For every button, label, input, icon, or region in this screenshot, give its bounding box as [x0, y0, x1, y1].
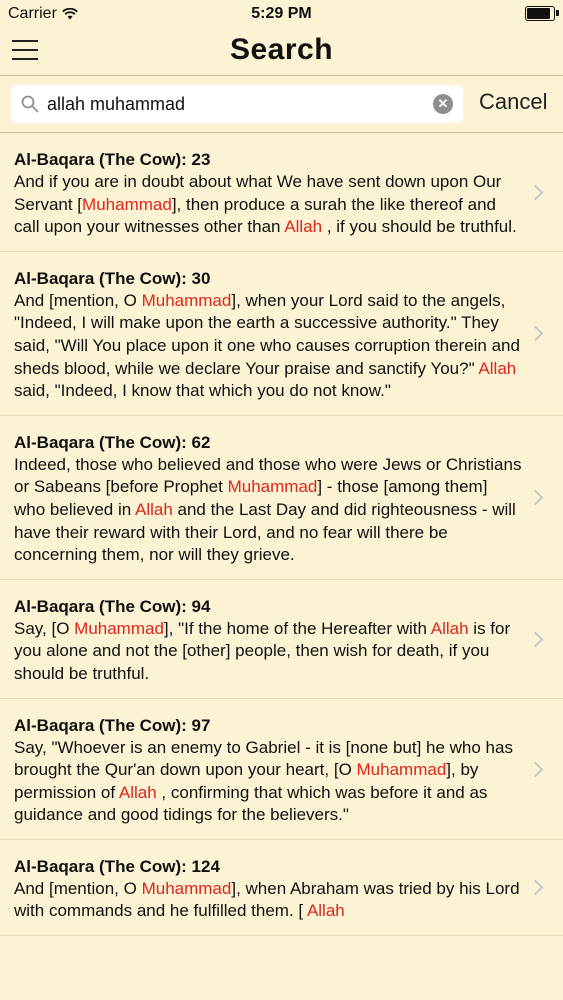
results-list: [0, 133, 563, 936]
result-title: Al-Baqara (The Cow): 30: [14, 268, 211, 288]
result-title: Al-Baqara (The Cow): 97: [14, 715, 211, 735]
result-text-segment: ] - those [among them] who believed in: [14, 477, 488, 519]
highlighted-term: Allah: [478, 358, 517, 378]
result-text-segment: is for you alone and not the [other] people, then wish for death, if you should be truthful.: [14, 618, 511, 683]
result-row[interactable]: [0, 133, 563, 252]
result-row[interactable]: [0, 416, 563, 580]
result-text-segment: ], when Abraham was tried by his Lord with commands and he fulfilled them. [: [14, 878, 520, 921]
result-row[interactable]: [0, 699, 563, 840]
result-text: [14, 878, 523, 923]
result-text: [14, 737, 523, 827]
result-text-segment: Say, [O: [14, 618, 75, 638]
result-text-segment: And [mention, O: [14, 878, 142, 898]
chevron-right-icon: [528, 490, 544, 506]
carrier-label: Carrier: [8, 5, 57, 22]
result-text-segment: ], when your Lord said to the angels, "Indeed, I will make upon the earth a successive authority." They said, "Will You place upon it one who causes corruption therein and sheds blood, while we declare Your praise and sanctify You?": [14, 290, 520, 378]
result-text-segment: And if you are in doubt about what We have sent down upon Our Servant [: [14, 172, 502, 214]
result-text-segment: and the Last Day and did righteousness - will have their reward with their Lord, and no fear will there be concerning them, nor will they grieve.: [14, 499, 516, 565]
search-field[interactable]: [11, 85, 463, 123]
chevron-right-icon: [528, 880, 544, 896]
result-text-segment: ], then produce a surah the like thereof and call upon your witnesses other than: [14, 194, 496, 237]
result-title: Al-Baqara (The Cow): 62: [14, 432, 211, 452]
highlighted-term: Muhammad: [227, 477, 318, 497]
cancel-button[interactable]: Cancel: [479, 89, 548, 114]
result-text-segment: And [mention, O: [14, 290, 142, 310]
clear-icon[interactable]: ✕: [433, 94, 453, 114]
result-text: [14, 454, 523, 567]
highlighted-term: Muhammad: [356, 760, 447, 780]
result-row[interactable]: [0, 840, 563, 936]
result-text-segment: , if you should be truthful.: [322, 217, 517, 237]
result-text-segment: said, "Indeed, I know that which you do not know.": [14, 381, 391, 401]
chevron-right-icon: [528, 185, 544, 201]
search-bar: [0, 76, 563, 133]
result-text-segment: ], "If the home of the Hereafter with: [163, 618, 431, 638]
nav-bar: [0, 30, 563, 76]
result-row[interactable]: [0, 252, 563, 416]
battery-icon: [525, 6, 555, 21]
chevron-right-icon: [528, 631, 544, 647]
result-text: [14, 290, 523, 403]
result-text-segment: ], by permission of: [14, 760, 479, 802]
result-text-segment: Indeed, those who believed and those who were Jews or Christians or Sabeans [before Prophet: [14, 454, 522, 497]
highlighted-term: Allah: [118, 782, 157, 802]
highlighted-term: Allah: [306, 901, 345, 921]
highlighted-term: Allah: [134, 499, 173, 519]
result-row[interactable]: [0, 580, 563, 699]
result-title: Al-Baqara (The Cow): 94: [14, 596, 211, 616]
search-icon: [21, 95, 39, 113]
highlighted-term: Muhammad: [141, 290, 232, 310]
result-text: [14, 171, 523, 239]
search-input[interactable]: [47, 89, 427, 119]
result-text-segment: , confirming that which was before it and as guidance and good tidings for the believers.": [14, 782, 488, 825]
chevron-right-icon: [528, 326, 544, 342]
highlighted-term: Allah: [430, 618, 469, 638]
result-title: Al-Baqara (The Cow): 23: [14, 150, 211, 169]
result-title: Al-Baqara (The Cow): 124: [14, 856, 220, 876]
chevron-right-icon: [528, 761, 544, 777]
result-text: [14, 618, 523, 686]
status-bar: [0, 0, 563, 30]
highlighted-term: Muhammad: [82, 194, 172, 214]
highlighted-term: Muhammad: [74, 618, 164, 638]
result-text-segment: Say, "Whoever is an enemy to Gabriel - it is [none but] he who has brought the Qur'an down upon your heart, [O: [14, 737, 513, 780]
status-time: 5:29 PM: [251, 5, 312, 22]
highlighted-term: Allah: [284, 217, 323, 237]
highlighted-term: Muhammad: [141, 878, 232, 898]
page-title: Search: [229, 33, 334, 66]
